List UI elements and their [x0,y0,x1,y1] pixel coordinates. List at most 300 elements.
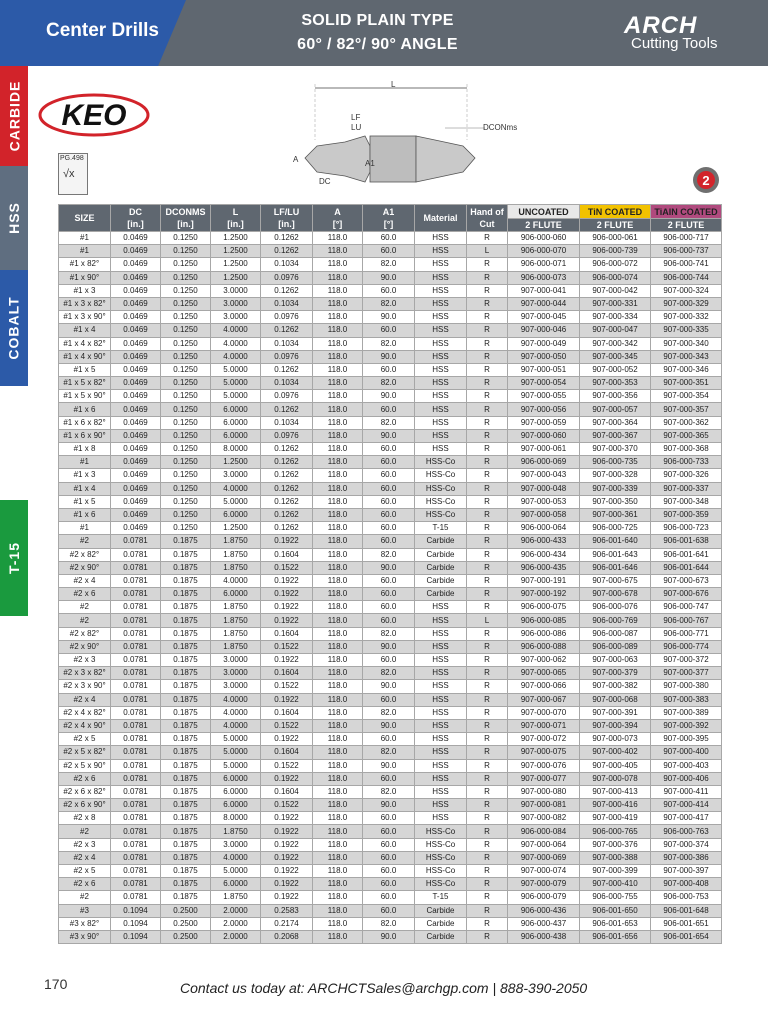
table-cell: 0.1604 [261,667,313,680]
table-cell: #2 x 6 [59,588,111,601]
column-header-label: Material [423,213,458,223]
edp-number-cell[interactable]: 906-000-739 [580,245,651,258]
table-cell: #1 [59,456,111,469]
table-cell: 5.0000 [211,865,261,878]
edp-number-cell[interactable]: 906-000-436 [508,904,580,917]
edp-number-cell[interactable]: 907-000-370 [580,443,651,456]
table-row [59,746,722,759]
edp-number-cell[interactable]: 906-000-064 [508,522,580,535]
edp-number-cell[interactable]: 907-000-364 [580,416,651,429]
edp-number-cell[interactable]: 907-000-356 [580,390,651,403]
edp-number-cell[interactable]: 906-000-076 [580,601,651,614]
edp-number-cell[interactable]: 907-000-076 [508,759,580,772]
edp-number-cell[interactable]: 907-000-081 [508,799,580,812]
table-cell: 6.0000 [211,429,261,442]
edp-number-cell[interactable]: 906-000-717 [651,232,722,245]
drill-body [370,136,416,182]
edp-number-cell[interactable]: 907-000-055 [508,390,580,403]
table-cell: #1 x 6 [59,508,111,521]
edp-number-cell[interactable]: 907-000-069 [508,851,580,864]
table-cell: 4.0000 [211,706,261,719]
table-cell: HSS [415,377,467,390]
edp-number-cell[interactable]: 906-000-075 [508,601,580,614]
table-cell: R [467,759,508,772]
edp-number-cell[interactable]: 906-000-753 [651,891,722,904]
side-tab-carbide[interactable] [0,66,28,166]
edp-number-cell[interactable]: 907-000-339 [580,482,651,495]
edp-number-cell[interactable]: 906-000-435 [508,561,580,574]
side-tab-cobalt[interactable] [0,270,28,386]
table-cell: R [467,812,508,825]
edp-number-cell[interactable]: 907-000-399 [580,865,651,878]
edp-number-cell[interactable]: 906-000-755 [580,891,651,904]
table-cell: HSS [415,390,467,403]
edp-number-cell[interactable]: 907-000-343 [651,350,722,363]
edp-number-cell[interactable]: 907-000-072 [508,733,580,746]
table-cell: R [467,799,508,812]
table-row [59,271,722,284]
edp-number-cell[interactable]: 907-000-397 [651,865,722,878]
edp-number-cell[interactable]: 906-001-646 [580,561,651,574]
table-cell: 0.1250 [161,377,211,390]
table-cell: 60.0 [363,508,415,521]
table-cell: 0.0469 [111,482,161,495]
edp-number-cell[interactable]: 907-000-334 [580,311,651,324]
edp-number-cell[interactable]: 906-000-437 [508,917,580,930]
edp-number-cell[interactable]: 907-000-050 [508,350,580,363]
edp-number-cell[interactable]: 907-000-383 [651,693,722,706]
edp-number-cell[interactable]: 906-001-643 [580,548,651,561]
edp-number-cell[interactable]: 907-000-374 [651,838,722,851]
side-tab-t15[interactable] [0,500,28,616]
edp-number-cell[interactable]: 906-000-434 [508,548,580,561]
edp-number-cell[interactable]: 907-000-337 [651,482,722,495]
table-cell: 0.0781 [111,706,161,719]
edp-number-cell[interactable]: 907-000-075 [508,746,580,759]
edp-number-cell[interactable]: 907-000-063 [580,654,651,667]
table-cell: #1 x 3 x 82° [59,297,111,310]
edp-number-cell[interactable]: 906-000-088 [508,640,580,653]
edp-number-cell[interactable]: 906-000-061 [580,232,651,245]
edp-number-cell[interactable]: 907-000-406 [651,772,722,785]
edp-number-cell[interactable]: 907-000-078 [580,772,651,785]
edp-number-cell[interactable]: 906-000-072 [580,258,651,271]
edp-number-cell[interactable]: 907-000-060 [508,429,580,442]
table-cell: #2 x 6 [59,772,111,785]
table-cell: 0.0976 [261,271,313,284]
table-cell: 3.0000 [211,667,261,680]
edp-number-cell[interactable]: 907-000-335 [651,324,722,337]
edp-number-cell[interactable]: 906-000-725 [580,522,651,535]
edp-number-cell[interactable]: 907-000-368 [651,443,722,456]
table-cell: 0.0469 [111,456,161,469]
table-row [59,350,722,363]
edp-number-cell[interactable]: 907-000-372 [651,654,722,667]
table-cell: HSS [415,245,467,258]
edp-number-cell[interactable]: 907-000-675 [580,574,651,587]
table-cell: R [467,785,508,798]
edp-number-cell[interactable]: 906-000-086 [508,627,580,640]
edp-number-cell[interactable]: 906-001-641 [651,548,722,561]
table-cell: 0.1922 [261,733,313,746]
edp-number-cell[interactable]: 906-000-737 [651,245,722,258]
table-cell: 0.1875 [161,627,211,640]
edp-number-cell[interactable]: 907-000-411 [651,785,722,798]
edp-number-cell[interactable]: 907-000-676 [651,588,722,601]
table-cell: #1 x 6 x 90° [59,429,111,442]
edp-number-cell[interactable]: 906-000-073 [508,271,580,284]
edp-number-cell[interactable]: 907-000-395 [651,733,722,746]
edp-number-cell[interactable]: 907-000-054 [508,377,580,390]
edp-number-cell[interactable]: 907-000-678 [580,588,651,601]
edp-number-cell[interactable]: 907-000-408 [651,878,722,891]
edp-number-cell[interactable]: 907-000-389 [651,706,722,719]
edp-number-cell[interactable]: 907-000-345 [580,350,651,363]
edp-number-cell[interactable]: 907-000-362 [651,416,722,429]
table-row [59,456,722,469]
table-cell: HSS [415,232,467,245]
edp-number-cell[interactable]: 906-001-654 [651,930,722,943]
edp-number-cell[interactable]: 907-000-061 [508,443,580,456]
table-cell: R [467,232,508,245]
table-cell: 60.0 [363,284,415,297]
edp-number-cell[interactable]: 907-000-043 [508,469,580,482]
edp-number-cell[interactable]: 906-001-638 [651,535,722,548]
edp-number-cell[interactable]: 906-000-723 [651,522,722,535]
table-cell: 118.0 [313,640,363,653]
edp-number-cell[interactable]: 906-000-771 [651,627,722,640]
edp-number-cell[interactable]: 907-000-068 [580,693,651,706]
edp-number-cell[interactable]: 907-000-326 [651,469,722,482]
table-cell: 82.0 [363,416,415,429]
edp-number-cell[interactable]: 907-000-400 [651,746,722,759]
table-cell: HSS [415,680,467,693]
edp-number-cell[interactable]: 906-000-765 [580,825,651,838]
edp-number-cell[interactable]: 907-000-342 [580,337,651,350]
table-row [59,825,722,838]
two-flute-icon [692,166,720,194]
edp-number-cell[interactable]: 907-000-354 [651,390,722,403]
edp-number-cell[interactable]: 907-000-077 [508,772,580,785]
table-cell: 0.1034 [261,337,313,350]
edp-number-cell[interactable]: 907-000-065 [508,667,580,680]
edp-number-cell[interactable]: 907-000-377 [651,667,722,680]
edp-number-cell[interactable]: 906-000-733 [651,456,722,469]
table-cell: 1.8750 [211,548,261,561]
table-cell: R [467,693,508,706]
table-cell: HSS [415,772,467,785]
edp-number-cell[interactable]: 907-000-382 [580,680,651,693]
edp-number-cell[interactable]: 907-000-403 [651,759,722,772]
edp-number-cell[interactable]: 907-000-071 [508,719,580,732]
table-cell: 4.0000 [211,574,261,587]
edp-number-cell[interactable]: 906-000-735 [580,456,651,469]
table-cell: R [467,284,508,297]
edp-number-cell[interactable]: 907-000-357 [651,403,722,416]
edp-number-cell[interactable]: 906-000-084 [508,825,580,838]
table-row [59,508,722,521]
table-cell: #2 x 6 x 90° [59,799,111,812]
edp-number-cell[interactable]: 907-000-070 [508,706,580,719]
table-cell: 0.1604 [261,706,313,719]
table-cell: HSS [415,614,467,627]
table-cell: 0.0781 [111,891,161,904]
table-row [59,719,722,732]
table-cell: R [467,917,508,930]
drill-dimension-diagram [285,80,525,190]
table-cell: 118.0 [313,627,363,640]
edp-number-cell[interactable]: 906-000-767 [651,614,722,627]
edp-number-cell[interactable]: 906-000-079 [508,891,580,904]
table-cell: R [467,904,508,917]
table-cell: 0.1262 [261,403,313,416]
table-row [59,733,722,746]
table-cell: 118.0 [313,799,363,812]
edp-number-cell[interactable]: 907-000-051 [508,363,580,376]
edp-number-cell[interactable]: 907-000-079 [508,878,580,891]
table-row [59,891,722,904]
edp-number-cell[interactable]: 906-000-087 [580,627,651,640]
table-cell: 60.0 [363,245,415,258]
edp-number-cell[interactable]: 907-000-046 [508,324,580,337]
edp-number-cell[interactable]: 906-000-071 [508,258,580,271]
table-row [59,667,722,680]
edp-number-cell[interactable]: 906-000-744 [651,271,722,284]
edp-number-cell[interactable]: 907-000-053 [508,495,580,508]
table-cell: 90.0 [363,759,415,772]
edp-number-cell[interactable]: 907-000-365 [651,429,722,442]
edp-number-cell[interactable]: 907-000-324 [651,284,722,297]
table-cell: 118.0 [313,891,363,904]
table-row [59,561,722,574]
table-cell: HSS [415,297,467,310]
edp-number-cell[interactable]: 906-001-648 [651,904,722,917]
table-row [59,548,722,561]
edp-number-cell[interactable]: 907-000-353 [580,377,651,390]
table-cell: 118.0 [313,930,363,943]
edp-number-cell[interactable]: 906-001-644 [651,561,722,574]
table-row [59,601,722,614]
edp-number-cell[interactable]: 907-000-332 [651,311,722,324]
table-cell: 60.0 [363,601,415,614]
table-cell: 0.1875 [161,693,211,706]
edp-number-cell[interactable]: 906-000-433 [508,535,580,548]
table-cell: 118.0 [313,271,363,284]
table-cell: 60.0 [363,522,415,535]
table-cell: HSS-Co [415,482,467,495]
table-cell: #2 x 5 x 82° [59,746,111,759]
edp-number-cell[interactable]: 906-000-774 [651,640,722,653]
edp-number-cell[interactable]: 907-000-391 [580,706,651,719]
table-cell: 0.1875 [161,561,211,574]
table-cell: 0.1250 [161,297,211,310]
edp-number-cell[interactable]: 906-000-769 [580,614,651,627]
table-cell: 0.1094 [111,930,161,943]
table-cell: 0.1250 [161,495,211,508]
table-cell: R [467,733,508,746]
edp-number-cell[interactable]: 907-000-405 [580,759,651,772]
edp-number-cell[interactable]: 907-000-402 [580,746,651,759]
edp-number-cell[interactable]: 907-000-331 [580,297,651,310]
edp-number-cell[interactable]: 906-000-060 [508,232,580,245]
edp-number-cell[interactable]: 907-000-417 [651,812,722,825]
table-cell: #3 [59,904,111,917]
table-cell: 0.1522 [261,640,313,653]
edp-number-cell[interactable]: 907-000-042 [580,284,651,297]
edp-number-cell[interactable]: 907-000-064 [508,838,580,851]
table-cell: 5.0000 [211,746,261,759]
edp-number-cell[interactable]: 907-000-380 [651,680,722,693]
table-cell: 0.0781 [111,588,161,601]
table-cell: #1 x 4 [59,482,111,495]
edp-number-cell[interactable]: 907-000-328 [580,469,651,482]
edp-number-cell[interactable]: 907-000-047 [580,324,651,337]
table-cell: Carbide [415,930,467,943]
column-header [313,205,363,232]
edp-number-cell[interactable]: 906-001-651 [651,917,722,930]
table-cell: 0.1034 [261,377,313,390]
edp-number-cell[interactable]: 906-000-438 [508,930,580,943]
table-cell: 0.1522 [261,759,313,772]
edp-number-cell[interactable]: 907-000-041 [508,284,580,297]
edp-number-cell[interactable]: 907-000-392 [651,719,722,732]
edp-number-cell[interactable]: 906-001-656 [580,930,651,943]
edp-number-cell[interactable]: 907-000-066 [508,680,580,693]
table-cell: #1 x 4 x 90° [59,350,111,363]
edp-number-cell[interactable]: 907-000-346 [651,363,722,376]
table-cell: 4.0000 [211,693,261,706]
edp-number-cell[interactable]: 907-000-414 [651,799,722,812]
edp-number-cell[interactable]: 907-000-410 [580,878,651,891]
edp-number-cell[interactable]: 907-000-062 [508,654,580,667]
table-cell: R [467,561,508,574]
edp-number-cell[interactable]: 906-001-653 [580,917,651,930]
edp-number-cell[interactable]: 906-000-763 [651,825,722,838]
table-row [59,588,722,601]
table-cell: R [467,535,508,548]
table-cell: 0.0976 [261,429,313,442]
edp-number-cell[interactable]: 907-000-067 [508,693,580,706]
edp-number-cell[interactable]: 907-000-348 [651,495,722,508]
table-cell: 3.0000 [211,284,261,297]
edp-number-cell[interactable]: 907-000-340 [651,337,722,350]
table-cell: #1 x 6 [59,403,111,416]
edp-number-cell[interactable]: 907-000-413 [580,785,651,798]
table-cell: 0.1262 [261,522,313,535]
table-cell: 0.0781 [111,746,161,759]
table-cell: 0.0781 [111,601,161,614]
edp-number-cell[interactable]: 906-000-074 [580,271,651,284]
table-cell: 0.1034 [261,416,313,429]
edp-number-cell[interactable]: 907-000-056 [508,403,580,416]
table-cell: R [467,706,508,719]
edp-number-cell[interactable]: 907-000-049 [508,337,580,350]
table-cell: 4.0000 [211,337,261,350]
table-cell: 1.2500 [211,232,261,245]
edp-number-cell[interactable]: 907-000-388 [580,851,651,864]
table-cell: R [467,772,508,785]
edp-number-cell[interactable]: 907-000-386 [651,851,722,864]
edp-number-cell[interactable]: 907-000-073 [580,733,651,746]
edp-number-cell[interactable]: 907-000-416 [580,799,651,812]
column-header-unit: [°] [383,219,394,229]
edp-number-cell[interactable]: 907-000-080 [508,785,580,798]
table-cell: 0.0469 [111,416,161,429]
edp-number-cell[interactable]: 906-000-070 [508,245,580,258]
table-cell: 0.1250 [161,443,211,456]
edp-number-cell[interactable]: 907-000-367 [580,429,651,442]
table-cell: 0.1250 [161,311,211,324]
edp-number-cell[interactable]: 907-000-074 [508,865,580,878]
table-cell: 60.0 [363,232,415,245]
table-cell: 0.0781 [111,574,161,587]
edp-number-cell[interactable]: 907-000-052 [580,363,651,376]
table-cell: 0.1875 [161,733,211,746]
table-cell: 0.1875 [161,851,211,864]
edp-number-cell[interactable]: 907-000-058 [508,508,580,521]
table-cell: 0.1262 [261,284,313,297]
edp-number-cell[interactable]: 907-000-082 [508,812,580,825]
edp-number-cell[interactable]: 907-000-350 [580,495,651,508]
edp-number-cell[interactable]: 906-000-089 [580,640,651,653]
pg-reference-label: PG.498 [60,155,84,162]
edp-number-cell[interactable]: 907-000-044 [508,297,580,310]
edp-number-cell[interactable]: 906-000-085 [508,614,580,627]
table-cell: R [467,508,508,521]
table-cell: 60.0 [363,838,415,851]
edp-number-cell[interactable]: 907-000-329 [651,297,722,310]
edp-number-cell[interactable]: 906-001-650 [580,904,651,917]
table-cell: 0.1250 [161,482,211,495]
table-cell: 0.0469 [111,377,161,390]
side-tab-hss[interactable] [0,166,28,270]
edp-number-cell[interactable]: 907-000-379 [580,667,651,680]
edp-number-cell[interactable]: 907-000-361 [580,508,651,521]
table-cell: 118.0 [313,706,363,719]
edp-number-cell[interactable]: 907-000-673 [651,574,722,587]
edp-number-cell[interactable]: 907-000-057 [580,403,651,416]
edp-number-cell[interactable]: 906-001-640 [580,535,651,548]
edp-number-cell[interactable]: 907-000-045 [508,311,580,324]
table-cell: 0.1875 [161,654,211,667]
table-cell: 82.0 [363,667,415,680]
edp-number-cell[interactable]: 907-000-351 [651,377,722,390]
contact-info[interactable]: Contact us today at: ARCHCTSales@archgp.com | 888-390-2050 [180,980,588,996]
edp-number-cell[interactable]: 907-000-048 [508,482,580,495]
table-cell: 3.0000 [211,654,261,667]
edp-number-cell[interactable]: 906-000-069 [508,456,580,469]
edp-number-cell[interactable]: 907-000-359 [651,508,722,521]
edp-number-cell[interactable]: 907-000-059 [508,416,580,429]
table-row [59,377,722,390]
edp-number-cell[interactable]: 907-000-394 [580,719,651,732]
edp-number-cell[interactable]: 906-000-747 [651,601,722,614]
edp-number-cell[interactable]: 906-000-741 [651,258,722,271]
side-tab-label: HSS [6,202,23,234]
table-cell: Carbide [415,535,467,548]
table-cell: 0.1922 [261,614,313,627]
edp-number-cell[interactable]: 907-000-191 [508,574,580,587]
edp-number-cell[interactable]: 907-000-419 [580,812,651,825]
table-cell: R [467,416,508,429]
edp-number-cell[interactable]: 907-000-376 [580,838,651,851]
table-cell: #2 x 4 x 82° [59,706,111,719]
edp-number-cell[interactable]: 907-000-192 [508,588,580,601]
table-cell: 6.0000 [211,772,261,785]
table-cell: #3 x 90° [59,930,111,943]
table-cell: HSS-Co [415,865,467,878]
table-cell: 0.1875 [161,812,211,825]
